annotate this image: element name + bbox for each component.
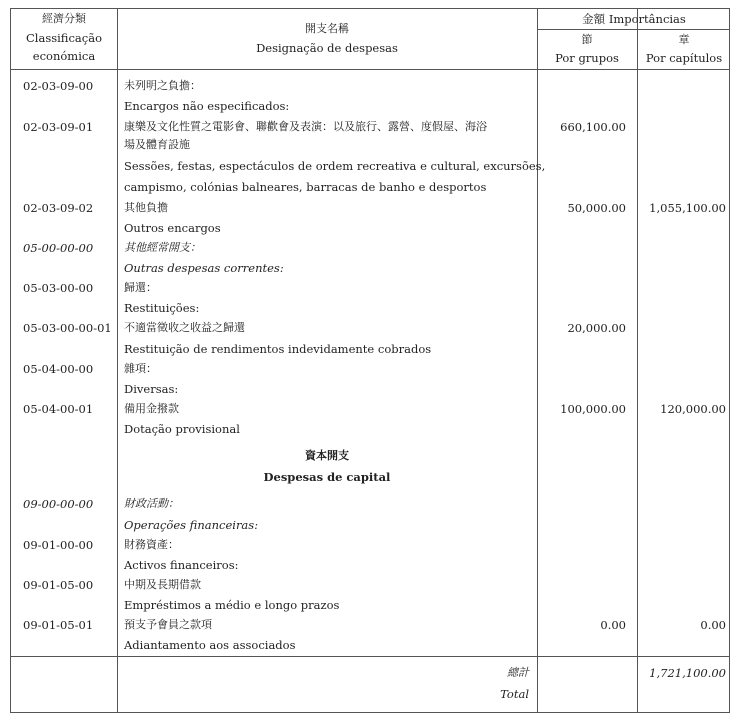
row-chapter-amount: 0.00: [700, 618, 726, 632]
total-top-line: [11, 656, 729, 657]
row-desc-zh: 財務資產：: [124, 538, 179, 551]
col-divider: [637, 9, 638, 712]
row-desc-pt: Empréstimos a médio e longo prazos: [124, 598, 340, 612]
header-desig-pt: Designação de despesas: [256, 41, 398, 55]
row-desc-zh: 其他經常開支：: [124, 241, 201, 254]
row-desc-zh: 備用金撥款: [124, 402, 179, 415]
row-desc-pt: Restituição de rendimentos indevidamente cobrados: [124, 342, 432, 356]
row-code: 02-03-09-01: [23, 120, 94, 134]
total-label-zh: 總計: [507, 666, 529, 679]
header-desig-zh: 開支名稱: [305, 22, 349, 35]
header-chapters-pt: Por capítulos: [645, 51, 723, 65]
row-desc-zh-cont: 場及體育設施: [124, 138, 190, 151]
col-divider: [537, 9, 538, 712]
row-group-amount: 660,100.00: [560, 120, 626, 134]
row-code: 09-01-05-01: [23, 618, 94, 632]
row-code: 09-01-00-00: [23, 538, 94, 552]
row-desc-zh: 歸還：: [124, 281, 157, 294]
header-bottom-line: [11, 69, 729, 70]
row-desc-pt: Outras despesas correntes:: [124, 261, 284, 275]
row-chapter-amount: 120,000.00: [660, 402, 726, 416]
row-group-amount: 50,000.00: [567, 201, 626, 215]
row-desc-zh: 其他負擔: [124, 201, 168, 214]
row-desc-zh: 不適當徵收之收益之歸還: [124, 321, 245, 334]
row-code: 05-00-00-00: [23, 241, 94, 255]
row-code: 09-01-05-00: [23, 578, 94, 592]
header-groups-zh: 節: [581, 33, 593, 46]
row-group-amount: 100,000.00: [560, 402, 626, 416]
header-amount-title: 金額 Importâncias: [582, 12, 686, 26]
row-code: 05-03-00-00-01: [23, 321, 112, 335]
row-desc-zh: 中期及長期借款: [124, 578, 201, 591]
section-title-zh: 資本開支: [305, 449, 349, 462]
row-desc-pt: Dotação provisional: [124, 422, 240, 436]
row-desc-zh: 預支予會員之款項: [124, 618, 212, 631]
row-group-amount: 20,000.00: [567, 321, 626, 335]
row-desc-pt: Diversas:: [124, 382, 179, 396]
row-desc-pt: Operações financeiras:: [124, 518, 259, 532]
row-code: 05-03-00-00: [23, 281, 94, 295]
row-desc-pt: Encargos não especificados:: [124, 99, 290, 113]
row-desc-pt: Activos financeiros:: [124, 558, 239, 572]
row-code: 05-04-00-01: [23, 402, 94, 416]
header-groups-pt: Por grupos: [555, 51, 619, 65]
row-code: 02-03-09-02: [23, 201, 94, 215]
header-class-pt1: Classificação: [25, 31, 102, 45]
row-desc-pt: Sessões, festas, espectáculos de ordem recreativa e cultural, excursões,: [124, 159, 546, 173]
row-desc-zh: 康樂及文化性質之電影會、聯歡會及表演：以及旅行、露營、度假屋、海浴: [124, 120, 487, 133]
budget-table: [10, 8, 730, 713]
col-divider: [117, 9, 118, 712]
row-desc-pt: Adiantamento aos associados: [124, 638, 296, 652]
row-code: 09-00-00-00: [23, 497, 94, 511]
row-desc-zh: 雜項：: [124, 362, 157, 375]
section-title-pt: Despesas de capital: [263, 470, 391, 484]
header-class-pt2: económica: [32, 49, 96, 63]
total-value: 1,721,100.00: [649, 666, 726, 680]
row-chapter-amount: 1,055,100.00: [649, 201, 726, 215]
row-group-amount: 0.00: [600, 618, 626, 632]
amount-header-divider: [537, 29, 729, 30]
header-class-zh: 經濟分類: [42, 12, 86, 25]
header-chapters-zh: 章: [678, 33, 690, 46]
row-code: 05-04-00-00: [23, 362, 94, 376]
row-code: 02-03-09-00: [23, 79, 94, 93]
row-desc-zh: 未列明之負擔：: [124, 79, 201, 92]
row-desc-pt: Restituições:: [124, 301, 200, 315]
row-desc-pt-cont: campismo, colónias balneares, barracas de banho e desportos: [124, 180, 487, 194]
row-desc-zh: 財政活動：: [124, 497, 179, 510]
total-label-pt: Total: [500, 687, 529, 701]
row-desc-pt: Outros encargos: [124, 221, 221, 235]
